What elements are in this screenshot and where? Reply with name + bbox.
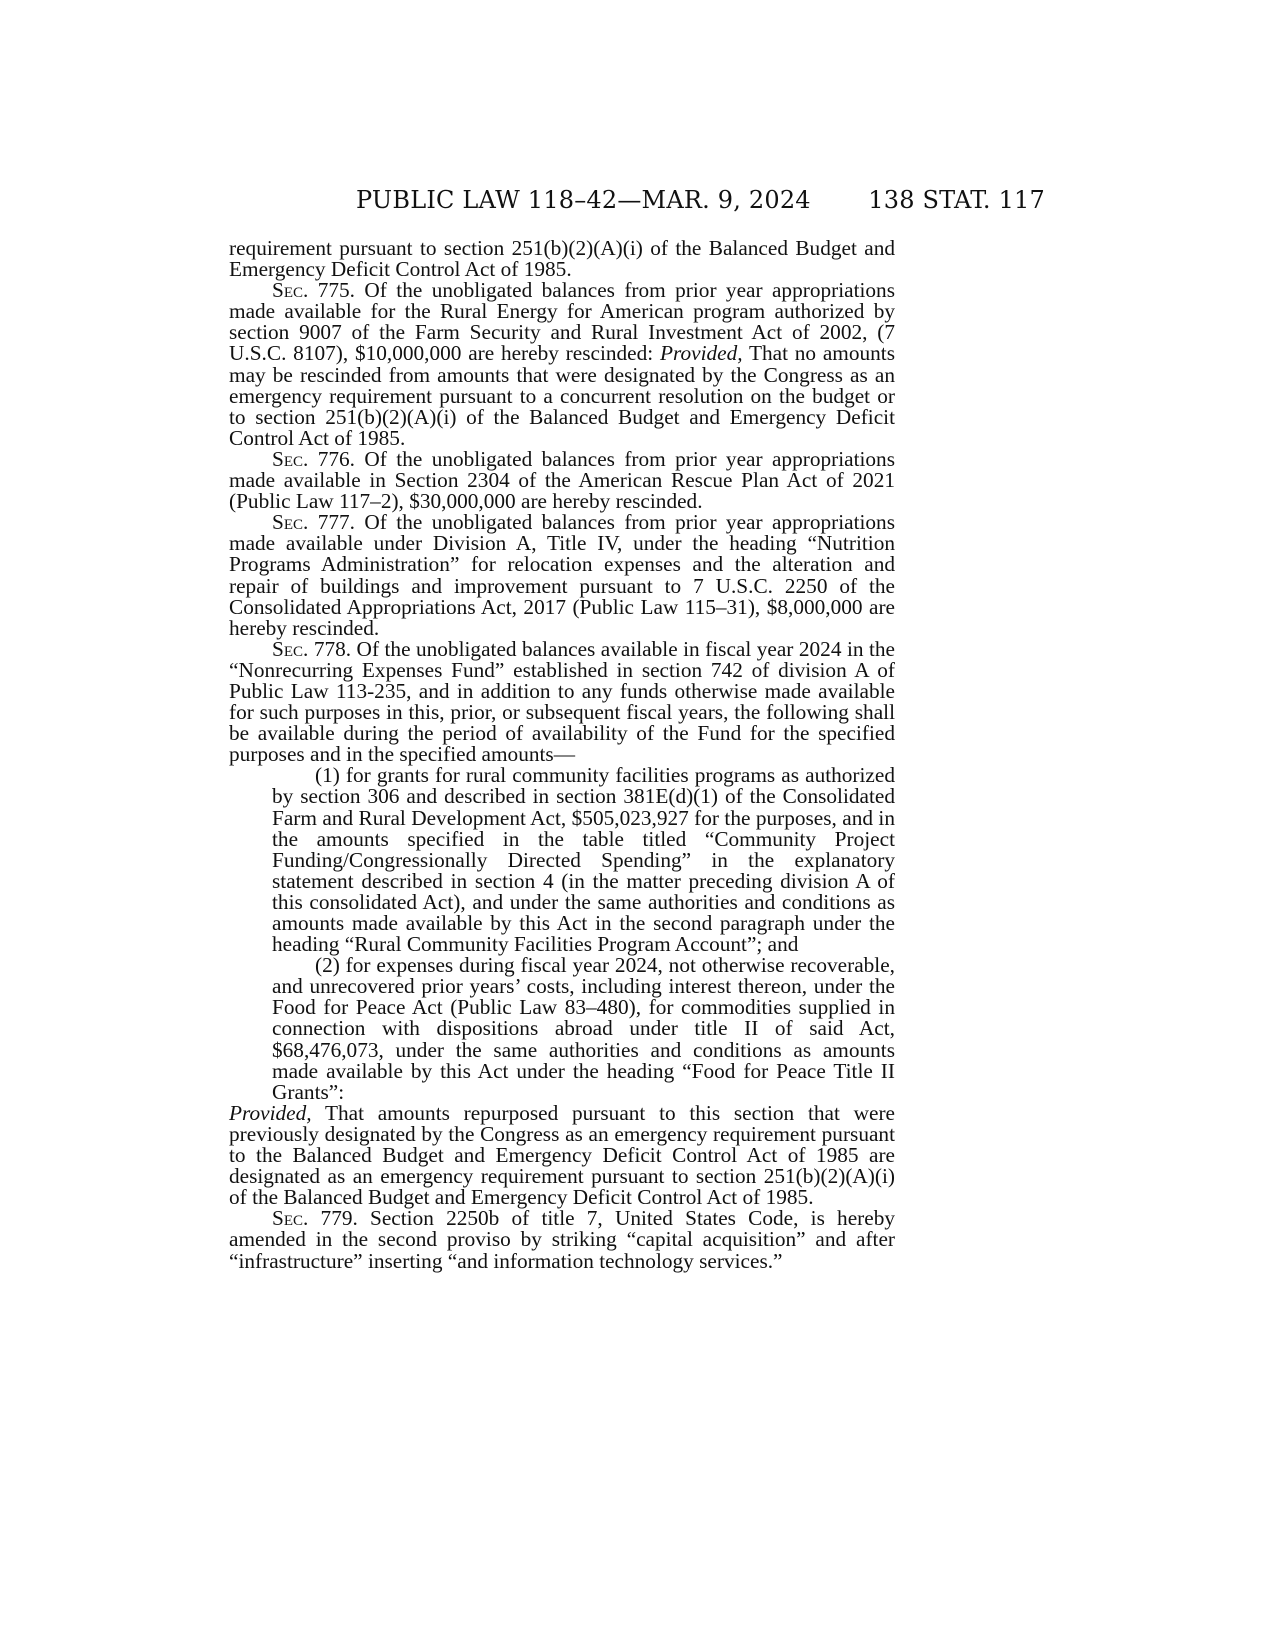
section-777-text: 777. Of the unobligated balances from prior year appropriations made available under Division A, Title IV, under the heading “Nutrition Programs Administration” for relocation expenses and the alteration and repair of buildings and improvement pursuant to 7 U.S.C. 2250 of the Consolidated Appropriations Act, 2017 (Public Law 115–31), $8,000,000 are hereby rescinded.	[229, 510, 895, 640]
section-778-item-2: (2) for expenses during fiscal year 2024, not otherwise recoverable, and unrecovered prior years’ costs, including interest thereon, under the Food for Peace Act (Public Law 83–480), for commodities supplied in connection with dispositions abroad under title II of said Act, $68,476,073, under the same authorities and conditions as amounts made available by this Act under the heading “Food for Peace Title II Grants”:	[272, 953, 895, 1104]
section-label: Sec.	[272, 446, 309, 471]
section-775-text-a: 775. Of the unobligated balances from prior year appropriations made available for the Rural Energy for American program authorized by section 9007 of the Farm Security and Rural Investment Act of 2002, (7 U.S.C. 8107), $10,000,000 are hereby rescinded:	[229, 278, 895, 366]
section-label: Sec.	[272, 278, 309, 303]
section-778-proviso-text: That amounts repurposed pursuant to this section that were previously designated by the Congress as an emergency requirement pursuant to the Balanced Budget and Emergency Deficit Control Act of 1985 are designated as an emergency requirement pursuant to section 251(b)(2)(A)(i) of the Balanced Budget and Emergency Deficit Control Act of 1985.	[229, 1100, 895, 1210]
continuation-paragraph: requirement pursuant to section 251(b)(2)(A)(i) of the Balanced Budget and Emergency Deficit Control Act of 1985.	[229, 236, 895, 282]
section-778-text: 778. Of the unobligated balances available in fiscal year 2024 in the “Nonrecurring Expenses Fund” established in section 742 of division A of Public Law 113-235, and in addition to any funds otherwise made available for such purposes in this, prior, or subsequent fiscal years, the following shall be available during the period of availability of the Fund for the specified purposes and in the specified amounts—	[229, 636, 895, 767]
section-779-text: 779. Section 2250b of title 7, United States Code, is hereby amended in the second proviso by striking “capital acquisition” and after “infrastructure” inserting “and information technology services.”	[229, 1206, 895, 1273]
section-label: Sec.	[272, 636, 309, 661]
section-775	[229, 280, 895, 449]
section-label: Sec.	[272, 510, 309, 535]
document-body	[229, 238, 895, 1272]
section-776	[229, 446, 895, 514]
section-label: Sec.	[272, 1206, 309, 1231]
section-775-text-b: That no amounts may be rescinded from amounts that were designated by the Congress as an emergency requirement pursuant to a concurrent resolution on the budget or to section 251(b)(2)(A)(i) of the Balanced Budget and Emergency Deficit Control Act of 1985.	[229, 341, 895, 450]
running-head	[0, 186, 1275, 222]
section-778	[229, 636, 895, 767]
section-779	[229, 1208, 895, 1271]
section-776-text: 776. Of the unobligated balances from prior year appropriations made available in Section 2304 of the American Rescue Plan Act of 2021 (Public Law 117–2), $30,000,000 are hereby rescinded.	[229, 446, 895, 514]
public-law-title: PUBLIC LAW 118–42—MAR. 9, 2024	[356, 186, 811, 214]
provided-keyword: Provided,	[659, 341, 743, 366]
statute-page-number: 138 STAT. 117	[868, 186, 1045, 214]
section-778-item-1: (1) for grants for rural community facilities programs as authorized by section 306 and described in section 381E(d)(1) of the Consolidated Farm and Rural Development Act, $505,023,927 for the purposes, and in the amounts specified in the table titled “Community Project Funding/Congressionally Directed Spending” in the explanatory statement described in section 4 (in the matter preceding division A of this consolidated Act), and under the same authorities and conditions as amounts made available by this Act in the second paragraph under the heading “Rural Community Facilities Program Account”; and	[272, 763, 895, 957]
section-778-proviso	[229, 1100, 895, 1210]
section-777	[229, 512, 895, 639]
provided-keyword: Provided,	[229, 1100, 312, 1125]
